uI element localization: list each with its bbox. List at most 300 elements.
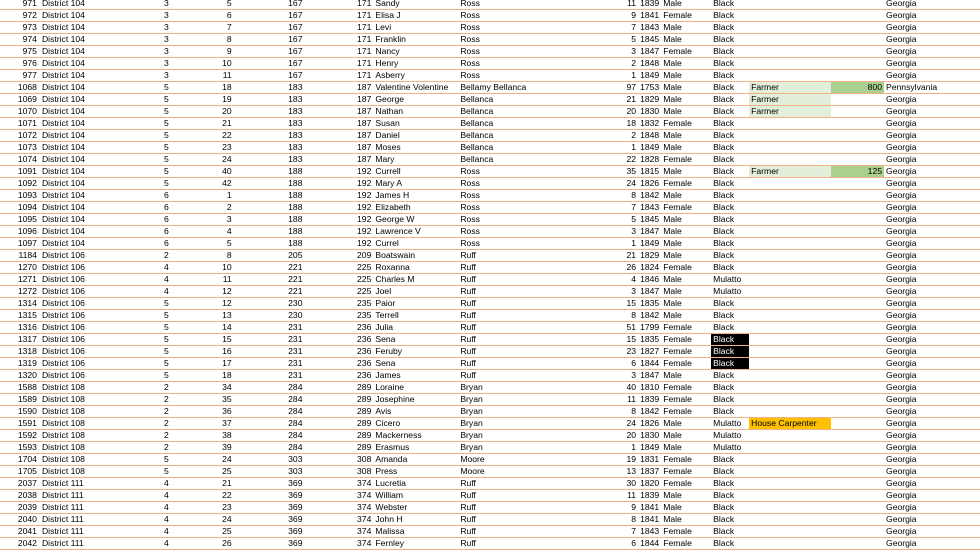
- cell-family[interactable]: 187: [304, 130, 373, 142]
- cell-race[interactable]: Black: [711, 106, 749, 118]
- cell-first-name[interactable]: Daniel: [373, 130, 458, 142]
- cell-birthplace[interactable]: Georgia: [884, 526, 980, 538]
- cell-birthplace[interactable]: Georgia: [884, 70, 980, 82]
- cell-sex[interactable]: Female: [661, 382, 711, 394]
- cell-page[interactable]: 2: [116, 382, 171, 394]
- cell-birth-year[interactable]: 1831: [640, 454, 660, 464]
- cell-family[interactable]: 187: [304, 142, 373, 154]
- cell-first-name[interactable]: Josephine: [373, 394, 458, 406]
- cell-dwelling[interactable]: 183: [234, 154, 305, 166]
- cell-property-value[interactable]: [831, 0, 884, 10]
- cell-occupation[interactable]: Farmer: [749, 166, 831, 178]
- cell-line[interactable]: 18: [171, 370, 234, 382]
- cell-row-id[interactable]: 1097: [0, 238, 40, 250]
- cell-page[interactable]: 2: [116, 250, 171, 262]
- cell-line[interactable]: 7: [171, 22, 234, 34]
- cell-property-value[interactable]: [831, 310, 884, 322]
- cell-dwelling[interactable]: 369: [234, 526, 305, 538]
- cell-family[interactable]: 187: [304, 154, 373, 166]
- cell-first-name[interactable]: Fernley: [373, 538, 458, 550]
- cell-occupation[interactable]: [749, 430, 831, 442]
- cell-race[interactable]: Black: [711, 70, 749, 82]
- cell-property-value[interactable]: [831, 382, 884, 394]
- cell-age[interactable]: 5: [568, 214, 638, 226]
- cell-property-value[interactable]: [831, 10, 884, 22]
- cell-first-name[interactable]: Charles M: [373, 274, 458, 286]
- cell-sex[interactable]: Male: [661, 418, 711, 430]
- cell-property-value[interactable]: [831, 490, 884, 502]
- cell-age[interactable]: 8: [568, 310, 638, 322]
- cell-occupation[interactable]: [749, 286, 831, 298]
- cell-race[interactable]: Mulatto: [711, 418, 749, 430]
- table-row[interactable]: [0, 406, 980, 418]
- table-row[interactable]: [0, 154, 980, 166]
- cell-first-name[interactable]: Amanda: [373, 454, 458, 466]
- cell-race[interactable]: Black: [711, 406, 749, 418]
- cell-last-name[interactable]: Ruff: [458, 526, 568, 538]
- cell-line[interactable]: 36: [171, 406, 234, 418]
- cell-dwelling[interactable]: 167: [234, 10, 305, 22]
- cell-birth-year[interactable]: 1841: [640, 514, 660, 524]
- cell-age[interactable]: 97: [568, 82, 638, 94]
- cell-row-id[interactable]: 1314: [0, 298, 40, 310]
- cell-dwelling[interactable]: 230: [234, 298, 305, 310]
- cell-first-name[interactable]: Press: [373, 466, 458, 478]
- cell-occupation[interactable]: [749, 334, 831, 346]
- cell-race[interactable]: Black: [711, 46, 749, 58]
- cell-page[interactable]: 5: [116, 346, 171, 358]
- cell-page[interactable]: 4: [116, 262, 171, 274]
- cell-line[interactable]: 3: [171, 214, 234, 226]
- table-row[interactable]: [0, 490, 980, 502]
- cell-last-name[interactable]: Ross: [458, 58, 568, 70]
- cell-birthplace[interactable]: Georgia: [884, 490, 980, 502]
- cell-first-name[interactable]: Joel: [373, 286, 458, 298]
- cell-family[interactable]: 374: [304, 490, 373, 502]
- cell-birthplace[interactable]: Georgia: [884, 442, 980, 454]
- cell-line[interactable]: 25: [171, 466, 234, 478]
- cell-birth-year[interactable]: 1846: [640, 274, 660, 284]
- cell-page[interactable]: 5: [116, 298, 171, 310]
- cell-race[interactable]: Black: [711, 130, 749, 142]
- cell-dwelling[interactable]: 284: [234, 406, 305, 418]
- cell-district[interactable]: District 104: [40, 142, 116, 154]
- cell-first-name[interactable]: Boatswain: [373, 250, 458, 262]
- cell-property-value[interactable]: [831, 190, 884, 202]
- cell-property-value[interactable]: [831, 346, 884, 358]
- cell-family[interactable]: 374: [304, 502, 373, 514]
- cell-first-name[interactable]: Nathan: [373, 106, 458, 118]
- table-row[interactable]: [0, 82, 980, 94]
- cell-line[interactable]: 4: [171, 226, 234, 238]
- cell-race[interactable]: Black: [711, 514, 749, 526]
- cell-age[interactable]: 11: [568, 490, 638, 502]
- cell-first-name[interactable]: Sena: [373, 334, 458, 346]
- table-row[interactable]: [0, 238, 980, 250]
- cell-last-name[interactable]: Ross: [458, 10, 568, 22]
- cell-last-name[interactable]: Moore: [458, 454, 568, 466]
- cell-district[interactable]: District 106: [40, 322, 116, 334]
- cell-family[interactable]: 171: [304, 22, 373, 34]
- cell-property-value[interactable]: [831, 454, 884, 466]
- table-row[interactable]: [0, 190, 980, 202]
- cell-family[interactable]: 236: [304, 370, 373, 382]
- cell-page[interactable]: 4: [116, 286, 171, 298]
- cell-race[interactable]: Black: [711, 526, 749, 538]
- cell-district[interactable]: District 104: [40, 118, 116, 130]
- cell-last-name[interactable]: Ruff: [458, 298, 568, 310]
- cell-line[interactable]: 40: [171, 166, 234, 178]
- cell-family[interactable]: 289: [304, 418, 373, 430]
- table-row[interactable]: [0, 106, 980, 118]
- cell-property-value[interactable]: [831, 538, 884, 550]
- table-row[interactable]: [0, 34, 980, 46]
- cell-property-value[interactable]: 800: [831, 82, 884, 94]
- table-row[interactable]: [0, 454, 980, 466]
- cell-district[interactable]: District 104: [40, 202, 116, 214]
- cell-age[interactable]: 21: [568, 250, 638, 262]
- table-row[interactable]: [0, 142, 980, 154]
- cell-family[interactable]: 171: [304, 46, 373, 58]
- cell-page[interactable]: 4: [116, 274, 171, 286]
- table-row[interactable]: [0, 334, 980, 346]
- cell-property-value[interactable]: [831, 22, 884, 34]
- cell-district[interactable]: District 108: [40, 394, 116, 406]
- cell-row-id[interactable]: 1319: [0, 358, 40, 370]
- cell-birthplace[interactable]: Georgia: [884, 514, 980, 526]
- cell-birthplace[interactable]: Georgia: [884, 34, 980, 46]
- cell-occupation[interactable]: House Carpenter: [749, 418, 831, 430]
- cell-district[interactable]: District 106: [40, 346, 116, 358]
- cell-row-id[interactable]: 1271: [0, 274, 40, 286]
- cell-page[interactable]: 2: [116, 406, 171, 418]
- cell-property-value[interactable]: [831, 370, 884, 382]
- cell-row-id[interactable]: 1591: [0, 418, 40, 430]
- cell-sex[interactable]: Male: [661, 106, 711, 118]
- cell-first-name[interactable]: Currell: [373, 166, 458, 178]
- cell-line[interactable]: 34: [171, 382, 234, 394]
- cell-district[interactable]: District 106: [40, 370, 116, 382]
- cell-occupation[interactable]: [749, 322, 831, 334]
- cell-sex[interactable]: Female: [661, 478, 711, 490]
- cell-dwelling[interactable]: 231: [234, 370, 305, 382]
- cell-district[interactable]: District 111: [40, 526, 116, 538]
- cell-race[interactable]: Black: [711, 118, 749, 130]
- cell-dwelling[interactable]: 231: [234, 322, 305, 334]
- cell-row-id[interactable]: 1070: [0, 106, 40, 118]
- cell-occupation[interactable]: [749, 238, 831, 250]
- cell-line[interactable]: 18: [171, 82, 234, 94]
- cell-property-value[interactable]: [831, 70, 884, 82]
- cell-last-name[interactable]: Ross: [458, 214, 568, 226]
- cell-age[interactable]: 40: [568, 382, 638, 394]
- cell-family[interactable]: 289: [304, 406, 373, 418]
- cell-property-value[interactable]: [831, 406, 884, 418]
- cell-race[interactable]: Black: [711, 322, 749, 334]
- cell-age[interactable]: 9: [568, 502, 638, 514]
- cell-page[interactable]: 4: [116, 514, 171, 526]
- cell-row-id[interactable]: 1270: [0, 262, 40, 274]
- cell-occupation[interactable]: [749, 406, 831, 418]
- cell-page[interactable]: 5: [116, 130, 171, 142]
- cell-sex[interactable]: Male: [661, 58, 711, 70]
- cell-property-value[interactable]: [831, 46, 884, 58]
- cell-occupation[interactable]: [749, 382, 831, 394]
- cell-district[interactable]: District 104: [40, 34, 116, 46]
- cell-row-id[interactable]: 1705: [0, 466, 40, 478]
- cell-dwelling[interactable]: 188: [234, 202, 305, 214]
- cell-district[interactable]: District 106: [40, 274, 116, 286]
- cell-race[interactable]: Black: [711, 262, 749, 274]
- cell-birthplace[interactable]: Georgia: [884, 430, 980, 442]
- cell-sex[interactable]: Male: [661, 502, 711, 514]
- cell-first-name[interactable]: Currel: [373, 238, 458, 250]
- cell-birth-year[interactable]: 1835: [640, 334, 660, 344]
- cell-birthplace[interactable]: Georgia: [884, 106, 980, 118]
- cell-sex[interactable]: Female: [661, 10, 711, 22]
- cell-line[interactable]: 16: [171, 346, 234, 358]
- cell-property-value[interactable]: [831, 226, 884, 238]
- cell-last-name[interactable]: Bryan: [458, 382, 568, 394]
- cell-page[interactable]: 5: [116, 370, 171, 382]
- table-row[interactable]: [0, 538, 980, 550]
- cell-property-value[interactable]: [831, 106, 884, 118]
- cell-last-name[interactable]: Ruff: [458, 490, 568, 502]
- cell-race[interactable]: Black: [711, 310, 749, 322]
- cell-line[interactable]: 6: [171, 10, 234, 22]
- cell-line[interactable]: 2: [171, 202, 234, 214]
- cell-line[interactable]: 5: [171, 238, 234, 250]
- cell-sex[interactable]: Female: [661, 466, 711, 478]
- cell-page[interactable]: 5: [116, 466, 171, 478]
- cell-district[interactable]: District 106: [40, 250, 116, 262]
- cell-birth-year[interactable]: 1842: [640, 190, 660, 200]
- cell-first-name[interactable]: Susan: [373, 118, 458, 130]
- table-row[interactable]: [0, 22, 980, 34]
- cell-dwelling[interactable]: 284: [234, 382, 305, 394]
- cell-page[interactable]: 6: [116, 238, 171, 250]
- cell-dwelling[interactable]: 221: [234, 286, 305, 298]
- cell-page[interactable]: 4: [116, 502, 171, 514]
- cell-birth-year[interactable]: 1843: [640, 202, 660, 212]
- cell-occupation[interactable]: [749, 118, 831, 130]
- cell-row-id[interactable]: 1092: [0, 178, 40, 190]
- cell-first-name[interactable]: Malissa: [373, 526, 458, 538]
- cell-age[interactable]: 1: [568, 142, 638, 154]
- cell-birthplace[interactable]: Georgia: [884, 262, 980, 274]
- cell-age[interactable]: 7: [568, 22, 638, 34]
- table-row[interactable]: [0, 274, 980, 286]
- cell-row-id[interactable]: 977: [0, 70, 40, 82]
- cell-row-id[interactable]: 1095: [0, 214, 40, 226]
- cell-birth-year[interactable]: 1848: [640, 58, 660, 68]
- cell-occupation[interactable]: [749, 466, 831, 478]
- cell-birthplace[interactable]: Georgia: [884, 406, 980, 418]
- cell-row-id[interactable]: 973: [0, 22, 40, 34]
- cell-dwelling[interactable]: 183: [234, 106, 305, 118]
- cell-birth-year[interactable]: 1839: [640, 490, 660, 500]
- cell-page[interactable]: 5: [116, 322, 171, 334]
- cell-occupation[interactable]: [749, 154, 831, 166]
- cell-age[interactable]: 2: [568, 58, 638, 70]
- cell-first-name[interactable]: Henry: [373, 58, 458, 70]
- cell-birthplace[interactable]: Georgia: [884, 298, 980, 310]
- cell-birth-year[interactable]: 1841: [640, 10, 660, 20]
- cell-age[interactable]: 30: [568, 478, 638, 490]
- cell-row-id[interactable]: 1704: [0, 454, 40, 466]
- cell-last-name[interactable]: Bryan: [458, 418, 568, 430]
- cell-district[interactable]: District 104: [40, 178, 116, 190]
- table-row[interactable]: [0, 58, 980, 70]
- cell-property-value[interactable]: [831, 442, 884, 454]
- cell-family[interactable]: 236: [304, 334, 373, 346]
- cell-occupation[interactable]: [749, 226, 831, 238]
- cell-row-id[interactable]: 1068: [0, 82, 40, 94]
- cell-sex[interactable]: Male: [661, 82, 711, 94]
- cell-occupation[interactable]: [749, 538, 831, 550]
- cell-birth-year[interactable]: 1849: [640, 238, 660, 248]
- cell-sex[interactable]: Male: [661, 226, 711, 238]
- table-row[interactable]: [0, 202, 980, 214]
- cell-last-name[interactable]: Bellanca: [458, 118, 568, 130]
- cell-district[interactable]: District 106: [40, 358, 116, 370]
- cell-first-name[interactable]: Nancy: [373, 46, 458, 58]
- cell-line[interactable]: 10: [171, 58, 234, 70]
- cell-age[interactable]: 11: [568, 394, 638, 406]
- cell-property-value[interactable]: [831, 142, 884, 154]
- cell-district[interactable]: District 111: [40, 514, 116, 526]
- cell-dwelling[interactable]: 183: [234, 82, 305, 94]
- cell-occupation[interactable]: [749, 310, 831, 322]
- cell-line[interactable]: 21: [171, 118, 234, 130]
- cell-first-name[interactable]: Cicero: [373, 418, 458, 430]
- cell-last-name[interactable]: Ross: [458, 0, 568, 10]
- cell-age[interactable]: 8: [568, 406, 638, 418]
- cell-birth-year[interactable]: 1815: [640, 166, 660, 176]
- cell-district[interactable]: District 104: [40, 82, 116, 94]
- cell-birthplace[interactable]: Georgia: [884, 478, 980, 490]
- cell-page[interactable]: 2: [116, 430, 171, 442]
- cell-occupation[interactable]: [749, 250, 831, 262]
- cell-sex[interactable]: Male: [661, 298, 711, 310]
- cell-line[interactable]: 22: [171, 490, 234, 502]
- cell-birth-year[interactable]: 1837: [640, 466, 660, 476]
- cell-sex[interactable]: Male: [661, 166, 711, 178]
- cell-dwelling[interactable]: 183: [234, 94, 305, 106]
- cell-sex[interactable]: Female: [661, 154, 711, 166]
- cell-last-name[interactable]: Ruff: [458, 502, 568, 514]
- cell-birth-year[interactable]: 1849: [640, 442, 660, 452]
- cell-occupation[interactable]: [749, 442, 831, 454]
- cell-family[interactable]: 171: [304, 34, 373, 46]
- cell-sex[interactable]: Female: [661, 322, 711, 334]
- cell-page[interactable]: 5: [116, 106, 171, 118]
- cell-race[interactable]: Black: [711, 202, 749, 214]
- cell-race[interactable]: Black: [711, 22, 749, 34]
- cell-birthplace[interactable]: Georgia: [884, 10, 980, 22]
- cell-line[interactable]: 21: [171, 478, 234, 490]
- cell-page[interactable]: 5: [116, 310, 171, 322]
- cell-district[interactable]: District 104: [40, 214, 116, 226]
- cell-last-name[interactable]: Ruff: [458, 370, 568, 382]
- cell-race[interactable]: Black: [711, 502, 749, 514]
- cell-race[interactable]: Black: [711, 394, 749, 406]
- cell-birthplace[interactable]: Georgia: [884, 358, 980, 370]
- cell-occupation[interactable]: [749, 346, 831, 358]
- cell-birthplace[interactable]: Georgia: [884, 190, 980, 202]
- cell-family[interactable]: 192: [304, 166, 373, 178]
- table-row[interactable]: [0, 394, 980, 406]
- cell-occupation[interactable]: [749, 70, 831, 82]
- cell-race[interactable]: Black: [711, 538, 749, 550]
- cell-line[interactable]: 23: [171, 142, 234, 154]
- cell-property-value[interactable]: [831, 526, 884, 538]
- cell-first-name[interactable]: Sandy: [373, 0, 458, 10]
- cell-occupation[interactable]: [749, 214, 831, 226]
- cell-birth-year[interactable]: 1841: [640, 502, 660, 512]
- cell-birth-year[interactable]: 1845: [640, 214, 660, 224]
- cell-race[interactable]: Black: [711, 142, 749, 154]
- cell-row-id[interactable]: 2038: [0, 490, 40, 502]
- cell-last-name[interactable]: Ross: [458, 70, 568, 82]
- cell-birth-year[interactable]: 1847: [640, 286, 660, 296]
- cell-occupation[interactable]: [749, 178, 831, 190]
- cell-first-name[interactable]: George: [373, 94, 458, 106]
- table-row[interactable]: [0, 358, 980, 370]
- cell-property-value[interactable]: [831, 322, 884, 334]
- cell-family[interactable]: 236: [304, 346, 373, 358]
- cell-page[interactable]: 6: [116, 202, 171, 214]
- cell-first-name[interactable]: Julia: [373, 322, 458, 334]
- cell-family[interactable]: 192: [304, 190, 373, 202]
- cell-family[interactable]: 225: [304, 262, 373, 274]
- cell-birthplace[interactable]: Georgia: [884, 418, 980, 430]
- cell-birth-year[interactable]: 1843: [640, 526, 660, 536]
- cell-last-name[interactable]: Ruff: [458, 538, 568, 550]
- cell-dwelling[interactable]: 369: [234, 538, 305, 550]
- cell-first-name[interactable]: Elizabeth: [373, 202, 458, 214]
- cell-age[interactable]: 9: [568, 10, 638, 22]
- cell-age[interactable]: 3: [568, 46, 638, 58]
- cell-property-value[interactable]: [831, 478, 884, 490]
- cell-birth-year[interactable]: 1827: [640, 346, 660, 356]
- cell-dwelling[interactable]: 369: [234, 490, 305, 502]
- cell-race[interactable]: Black: [711, 94, 749, 106]
- cell-line[interactable]: 8: [171, 250, 234, 262]
- cell-property-value[interactable]: [831, 202, 884, 214]
- cell-last-name[interactable]: Ruff: [458, 310, 568, 322]
- cell-line[interactable]: 11: [171, 274, 234, 286]
- cell-dwelling[interactable]: 167: [234, 58, 305, 70]
- cell-age[interactable]: 1: [568, 70, 638, 82]
- cell-line[interactable]: 15: [171, 334, 234, 346]
- cell-family[interactable]: 192: [304, 214, 373, 226]
- cell-birthplace[interactable]: Georgia: [884, 538, 980, 550]
- table-row[interactable]: [0, 466, 980, 478]
- cell-district[interactable]: District 106: [40, 262, 116, 274]
- cell-race[interactable]: Black: [711, 454, 749, 466]
- cell-sex[interactable]: Female: [661, 46, 711, 58]
- cell-first-name[interactable]: Elisa J: [373, 10, 458, 22]
- cell-sex[interactable]: Male: [661, 142, 711, 154]
- cell-race[interactable]: Black: [711, 250, 749, 262]
- cell-page[interactable]: 5: [116, 166, 171, 178]
- cell-sex[interactable]: Male: [661, 22, 711, 34]
- table-row[interactable]: [0, 418, 980, 430]
- cell-last-name[interactable]: Ross: [458, 190, 568, 202]
- cell-birthplace[interactable]: Georgia: [884, 370, 980, 382]
- cell-last-name[interactable]: Ross: [458, 202, 568, 214]
